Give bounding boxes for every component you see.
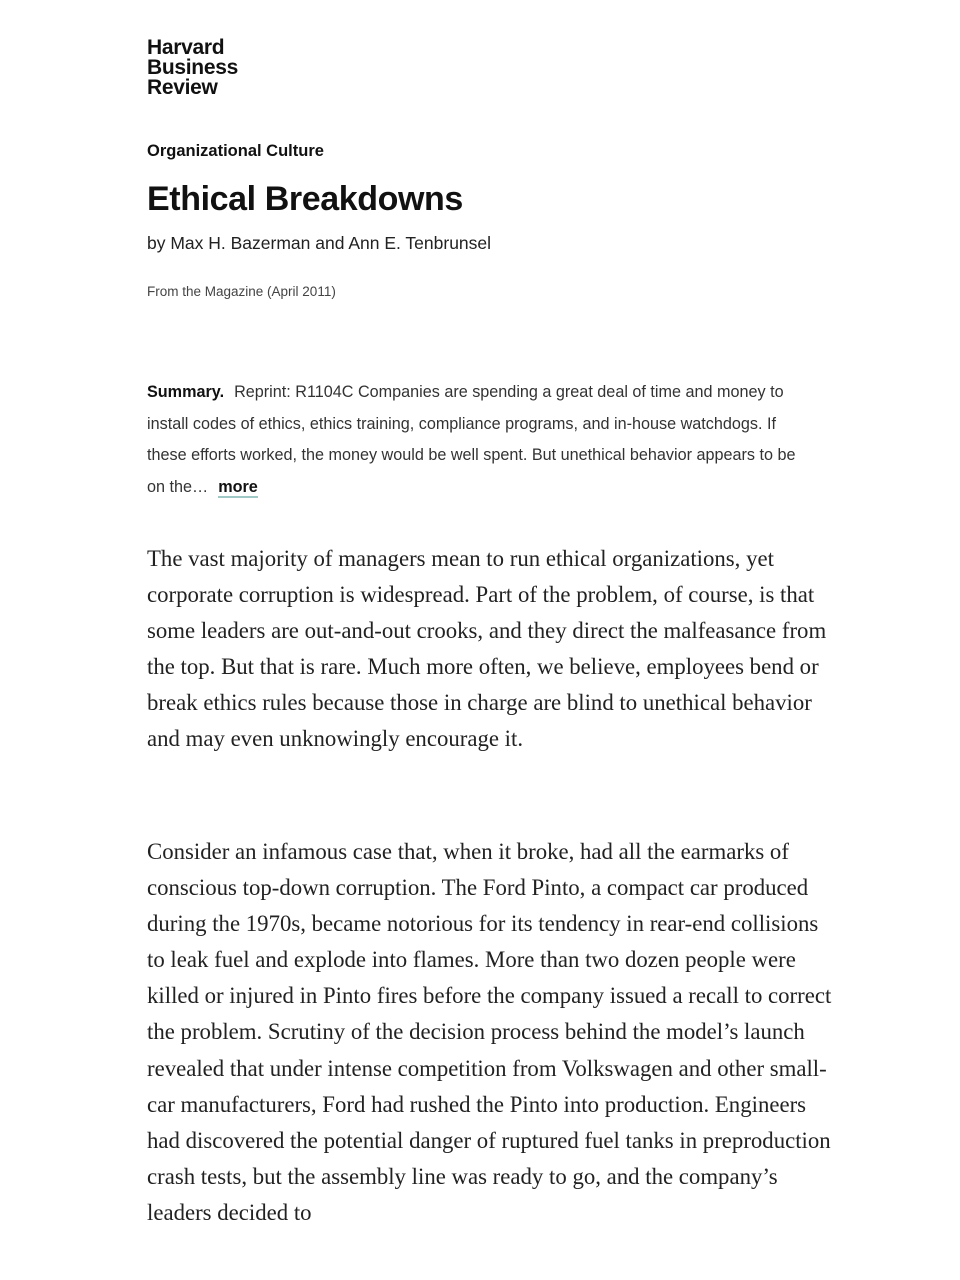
more-link[interactable]: more bbox=[218, 478, 258, 497]
article-paragraph-2: Consider an infamous case that, when it broke, had all the earmarks of conscious top-down corruption. The Ford Pinto, a compact car produced during the 1970s, became notorious for its tendency in rear-end collisions to leak fuel and explode into flames. More than two dozen people were killed or injured in Pinto fires before the company issued a recall to correct the problem. Scrutiny of the decision process behind the model’s launch revealed that under intense competition from Volkswagen and other small-car manufacturers, Ford had rushed the Pinto into production. Engineers had discovered the potential danger of ruptured fuel tanks in preproduction crash tests, but the assembly line was ready to go, and the company’s leaders decided to bbox=[147, 839, 832, 1225]
topic-tag[interactable]: Organizational Culture bbox=[147, 142, 324, 160]
logo-line-3: Review bbox=[147, 76, 218, 99]
publication-source: From the Magazine (April 2011) bbox=[147, 284, 336, 299]
summary-text: Reprint: R1104C Companies are spending a great deal of time and money to install codes of ethics, ethics training, compliance programs, and in-house watchdogs. If these efforts worked, the money would be well spent. But unethical behavior appears to be on the… bbox=[147, 383, 796, 497]
logo-line-1: Harvard bbox=[147, 36, 225, 59]
hbr-logo[interactable] bbox=[147, 38, 238, 98]
article-title: Ethical Breakdowns bbox=[147, 180, 463, 218]
byline: by Max H. Bazerman and Ann E. Tenbrunsel bbox=[147, 233, 492, 253]
logo-line-2: Business bbox=[147, 56, 238, 79]
summary-label: Summary. bbox=[147, 383, 225, 401]
summary-block bbox=[147, 377, 807, 504]
article-paragraph-1: The vast majority of managers mean to run ethical organizations, yet corporate corruption is widespread. Part of the problem, of course, is that some leaders are out-and-out crooks, and they direct the malfeasance from the top. But that is rare. Much more often, we believe, employees bend or break ethics rules because those in charge are blind to unethical behavior and may even unknowingly encourage it. bbox=[147, 546, 827, 752]
